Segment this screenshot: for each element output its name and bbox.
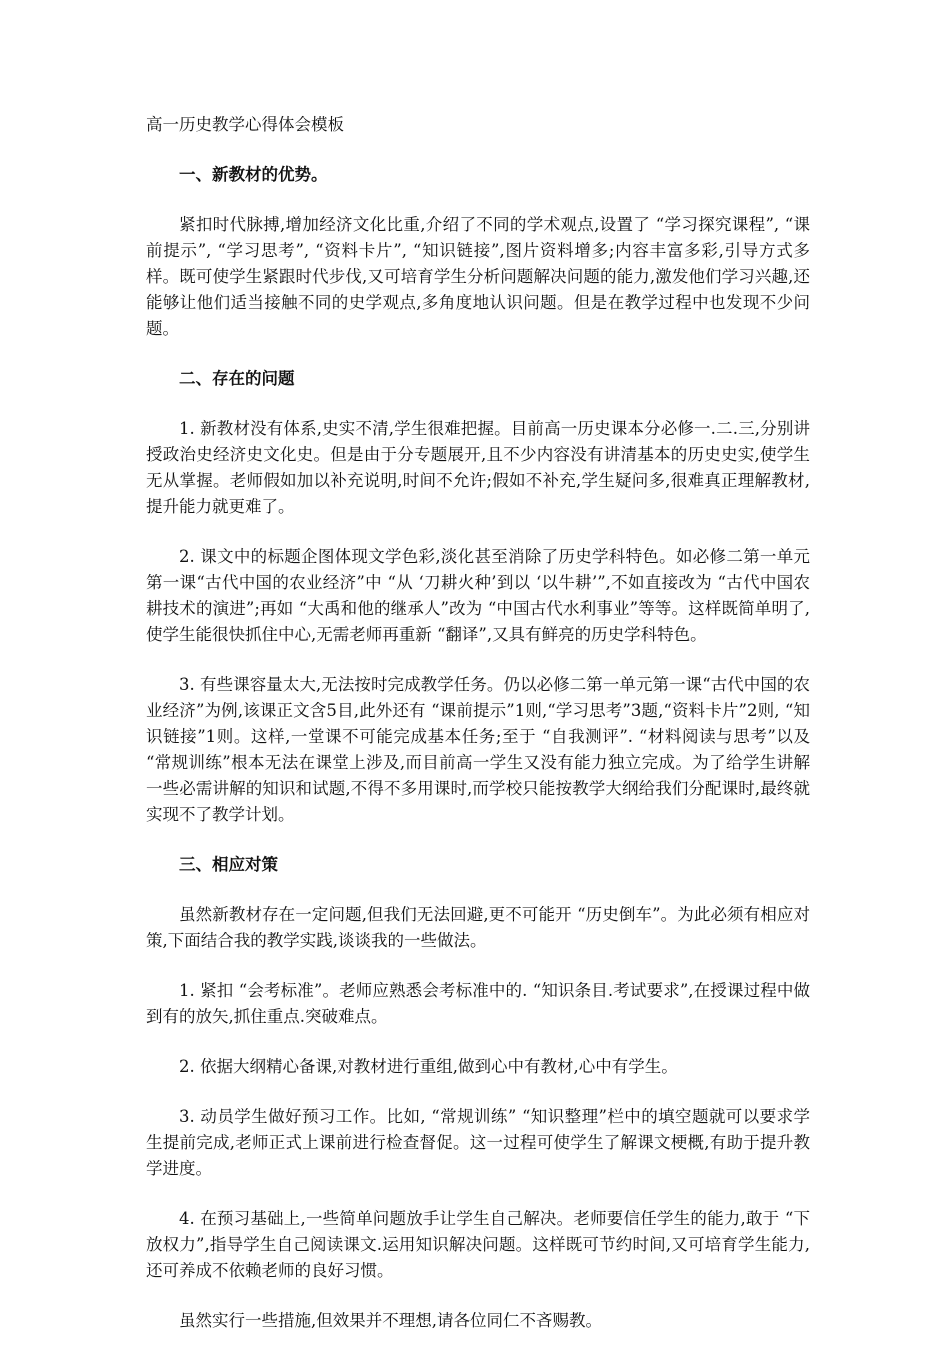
section-heading-problems: 二、存在的问题 xyxy=(179,369,295,388)
paragraph-advantages: 紧扣时代脉搏,增加经济文化比重,介绍了不同的学术观点,设置了 “学习探究课程”, “课前提示”, “学习思考”, “资料卡片”, “知识链接”,图片资料增多;内容丰富多彩,引导方式多样。既可使学生紧跟时代步伐,又可培育学生分析问题解决问题的能力,激发他们学习兴趣,还能够让他们适当接触不同的史学观点,多角度地认识问题。但是在教学过程中也发现不少问题。 xyxy=(146,215,810,338)
paragraph-closing: 虽然实行一些措施,但效果并不理想,请各位同仁不吝赐教。 xyxy=(179,1311,602,1330)
section-heading-countermeasures: 三、相应对策 xyxy=(179,855,278,874)
paragraph-problem-3: 3. 有些课容量太大,无法按时完成教学任务。仍以必修二第一单元第一课“古代中国的农业经济”为例,该课正文含5目,此外还有 “课前提示”1则,“学习思考”3题,“资料卡片”2则, “知识链接”1则。这样,一堂课不可能完成基本任务;至于 “自我测评”. “材料阅读与思考”以及 “常规训练”根本无法在课堂上涉及,而目前高一学生又没有能力独立完成。为了给学生讲解一些必需讲解的知识和试题,不得不多用课时,而学校只能按教学大纲给我们分配课时,最终就实现不了教学计划。 xyxy=(146,675,810,824)
section-heading-advantages: 一、新教材的优势。 xyxy=(179,165,328,184)
paragraph-countermeasure-1: 1. 紧扣 “会考标准”。老师应熟悉会考标准中的. “知识条目.考试要求”,在授课过程中做到有的放矢,抓住重点.突破难点。 xyxy=(146,981,810,1026)
paragraph-countermeasure-4: 4. 在预习基础上,一些简单问题放手让学生自己解决。老师要信任学生的能力,敢于 “下放权力”,指导学生自己阅读课文.运用知识解决问题。这样既可节约时间,又可培育学生能力,还可养成不依赖老师的良好习惯。 xyxy=(146,1209,810,1280)
document-title: 高一历史教学心得体会模板 xyxy=(146,115,344,134)
paragraph-problem-1: 1. 新教材没有体系,史实不清,学生很难把握。目前高一历史课本分必修一.二.三,分别讲授政治史经济史文化史。但是由于分专题展开,且不少内容没有讲清基本的历史史实,使学生无从掌握。老师假如加以补充说明,时间不允许;假如不补充,学生疑问多,很难真正理解教材,提升能力就更难了。 xyxy=(146,419,810,516)
paragraph-countermeasures-intro: 虽然新教材存在一定问题,但我们无法回避,更不可能开 “历史倒车”。为此必须有相应对策,下面结合我的教学实践,谈谈我的一些做法。 xyxy=(146,905,810,950)
paragraph-countermeasure-2: 2. 依据大纲精心备课,对教材进行重组,做到心中有教材,心中有学生。 xyxy=(179,1057,678,1076)
paragraph-countermeasure-3: 3. 动员学生做好预习工作。比如, “常规训练” “知识整理”栏中的填空题就可以要求学生提前完成,老师正式上课前进行检查督促。这一过程可使学生了解课文梗概,有助于提升教学进度。 xyxy=(146,1107,810,1178)
paragraph-problem-2: 2. 课文中的标题企图体现文学色彩,淡化甚至消除了历史学科特色。如必修二第一单元第一课“古代中国的农业经济”中 “从 ‘刀耕火种’到以 ‘以牛耕’”,不如直接改为 “古代中国农耕技术的演进”;再如 “大禹和他的继承人”改为 “中国古代水利事业”等等。这样既简单明了,使学生能很快抓住中心,无需老师再重新 “翻译”,又具有鲜亮的历史学科特色。 xyxy=(146,547,810,644)
document-body xyxy=(146,112,810,1358)
